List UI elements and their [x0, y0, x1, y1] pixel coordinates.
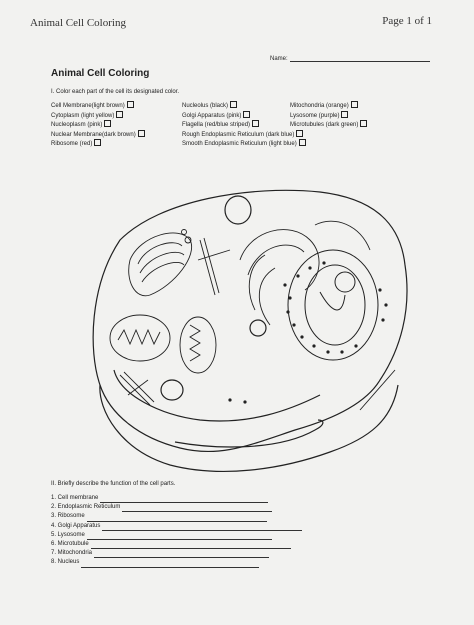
- color-checkbox[interactable]: [360, 120, 367, 127]
- answer-line[interactable]: [94, 551, 269, 558]
- legend-item: Nuclear Membrane(dark brown): [51, 131, 145, 141]
- cell-membrane-inner-edge: [114, 370, 320, 421]
- legend-column-1: [51, 102, 145, 150]
- legend-item: Mitochondria (orange): [290, 102, 367, 112]
- legend-item: Flagella (red/blue striped): [182, 121, 306, 131]
- lysosome: [250, 320, 266, 336]
- legend-item: Nucleoplasm (pink): [51, 121, 145, 131]
- worksheet-title: Animal Cell Coloring: [51, 68, 150, 79]
- question-item: 7. Mitochondria: [51, 549, 302, 558]
- legend-item: Rough Endoplasmic Reticulum (dark blue): [182, 131, 306, 141]
- question-list: [51, 494, 302, 568]
- name-field[interactable]: [270, 55, 430, 62]
- legend-item: Golgi Apparatus (pink): [182, 112, 306, 122]
- animal-cell-diagram: [80, 180, 420, 480]
- color-checkbox[interactable]: [104, 120, 111, 127]
- legend-item: Ribosome (red): [51, 140, 145, 150]
- cell-membrane-outline: [93, 190, 407, 451]
- ribosomes: [228, 261, 387, 403]
- mitochondrion-center: [180, 317, 216, 373]
- question-item: 3. Ribosome: [51, 512, 302, 521]
- answer-line[interactable]: [91, 542, 291, 549]
- answer-line[interactable]: [122, 505, 272, 512]
- color-checkbox[interactable]: [138, 130, 145, 137]
- answer-line[interactable]: [100, 496, 268, 503]
- flagellum: [175, 420, 323, 447]
- question-item: 8. Nucleus: [51, 558, 302, 567]
- legend-item: Cytoplasm (light yellow): [51, 112, 145, 122]
- color-checkbox[interactable]: [252, 120, 259, 127]
- part-2-title: II. Briefly describe the function of the cell parts.: [51, 481, 176, 487]
- question-item: 2. Endoplasmic Reticulum: [51, 503, 302, 512]
- answer-line[interactable]: [81, 561, 259, 568]
- color-checkbox[interactable]: [341, 111, 348, 118]
- instructions: I. Color each part of the cell its designated color.: [51, 89, 180, 95]
- question-item: 6. Microtubule: [51, 540, 302, 549]
- legend-column-3: [290, 102, 367, 131]
- answer-line[interactable]: [102, 524, 302, 531]
- name-line[interactable]: [290, 55, 430, 62]
- golgi-apparatus: [129, 230, 192, 296]
- color-checkbox[interactable]: [230, 101, 237, 108]
- microtubule: [360, 370, 395, 410]
- answer-line[interactable]: [87, 515, 267, 522]
- header-title: Animal Cell Coloring: [30, 17, 126, 29]
- question-item: 5. Lysosome: [51, 531, 302, 540]
- lysosome: [225, 196, 251, 224]
- color-checkbox[interactable]: [116, 111, 123, 118]
- cell-membrane-bottom-edge: [100, 385, 398, 471]
- question-item: 1. Cell membrane: [51, 494, 302, 503]
- color-checkbox[interactable]: [299, 139, 306, 146]
- color-checkbox[interactable]: [243, 111, 250, 118]
- color-checkbox[interactable]: [296, 130, 303, 137]
- name-label: Name:: [270, 56, 288, 62]
- question-item: 4. Golgi Apparatus: [51, 522, 302, 531]
- color-checkbox[interactable]: [351, 101, 358, 108]
- color-checkbox[interactable]: [127, 101, 134, 108]
- legend-item: Lysosome (purple): [290, 112, 367, 122]
- color-checkbox[interactable]: [94, 139, 101, 146]
- answer-line[interactable]: [87, 533, 272, 540]
- legend-item: Smooth Endoplasmic Reticulum (light blue): [182, 140, 306, 150]
- nucleolus: [335, 272, 355, 292]
- legend-item: Cell Membrane(light brown): [51, 102, 145, 112]
- legend-item: Nucleolus (black): [182, 102, 306, 112]
- microtubule: [198, 238, 230, 295]
- legend-column-2: [182, 102, 306, 150]
- page-number: Page 1 of 1: [382, 15, 432, 27]
- legend-item: Microtubules (dark green): [290, 121, 367, 131]
- mitochondrion-left: [110, 315, 170, 361]
- lysosome: [161, 380, 183, 400]
- nucleus: [288, 250, 378, 360]
